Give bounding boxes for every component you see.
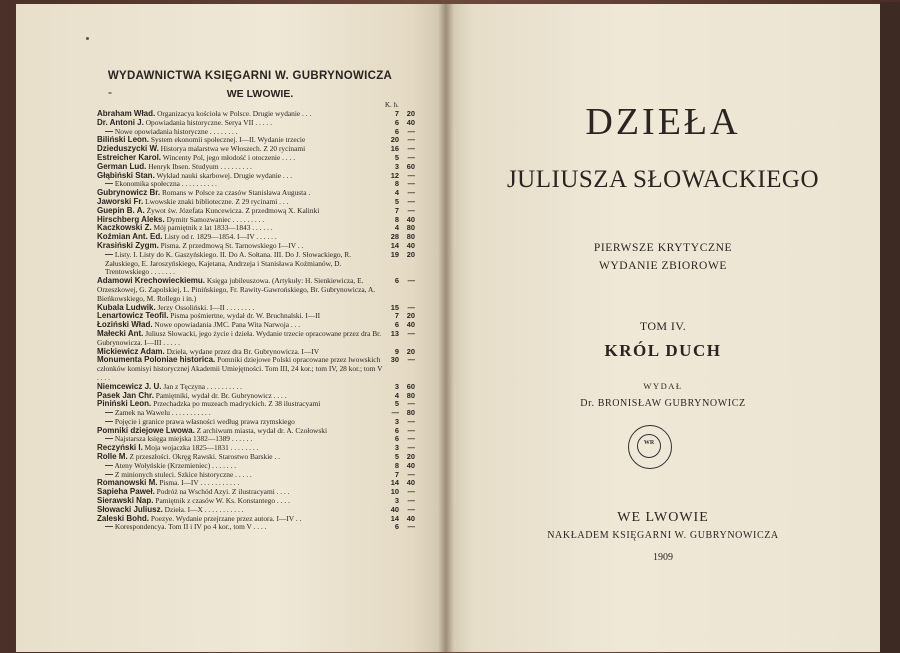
price-halerze: — [407, 399, 415, 409]
entry-text [97, 251, 383, 277]
price-halerze: 80 [406, 390, 415, 400]
catalogue-entry [97, 136, 415, 145]
price-korony: 9 [394, 346, 399, 356]
catalogue-entry [97, 110, 415, 119]
editor-name: Dr. BRONISŁAW GUBRYNOWICZ [580, 398, 746, 409]
entry-author: Dzieduszycki W. [97, 145, 159, 154]
price-halerze: 40 [406, 513, 415, 523]
price-korony: 6 [394, 276, 399, 286]
price-halerze: — [407, 469, 415, 479]
price-halerze: 40 [406, 240, 415, 250]
entry-description: Lwowskie znaki biblioteczne. Z 29 rycinami . . . [145, 197, 289, 206]
entry-description: Zamek na Wawelu . . . . . . . . . . . [114, 409, 211, 418]
price-korony: 10 [390, 487, 399, 497]
entry-description: Dymitr Samozwaniec . . . . . . . . . [166, 215, 265, 224]
price-korony: 3 [394, 443, 399, 453]
price-halerze: — [407, 196, 415, 206]
price-korony: 6 [394, 117, 399, 127]
price-korony: 3 [394, 496, 399, 506]
price-halerze: — [407, 425, 415, 435]
edition-line-2: WYDANIE ZBIOROWE [598, 260, 728, 272]
price-halerze: 80 [406, 232, 415, 242]
edition-line-1: PIERWSZE KRYTYCZNE [593, 242, 733, 254]
publication-place: WE LWOWIE [617, 510, 709, 525]
price-halerze: 40 [406, 320, 415, 330]
price-korony: 6 [394, 126, 399, 136]
price-halerze: — [407, 504, 415, 514]
entry-author: Małecki Ant. [97, 329, 144, 338]
entry-description: Ateny Wołyńskie (Krzemieniec) . . . . . . . [114, 461, 237, 470]
entry-author: Reczyński I. [97, 444, 143, 453]
entry-description: Listy. I. Listy do K. Gaszyńskiego. II. Do A. Sołtana. III. Do J. Słowackiego, R. Załuskiego, E. Jaroszyńskiego, Kajetana, Andrzeja i Stanisława Koźmianów, D. Trentowskiego . . . . . . . [105, 250, 352, 277]
work-title: KRÓL DUCH [604, 341, 722, 360]
entry-author: Łoziński Wład. [97, 321, 153, 330]
entry-author: Mickiewicz Adam. [97, 347, 165, 356]
price-korony: 6 [394, 425, 399, 435]
price-halerze: — [407, 135, 415, 145]
price-korony: 14 [390, 513, 399, 523]
catalogue-entry [97, 427, 415, 436]
entry-author: Estreicher Karol. [97, 153, 162, 162]
entry-text [97, 242, 383, 251]
entry-author: Gubrynowicz Br. [97, 189, 161, 198]
entry-text [97, 462, 383, 471]
price-halerze: — [407, 188, 415, 198]
entry-text [97, 497, 383, 506]
entry-author: Słowacki Juliusz. [97, 505, 163, 514]
entry-description: Jan z Tęczyna . . . . . . . . . . [163, 382, 243, 391]
entry-author: — [105, 127, 113, 136]
entry-author: Rolle M. [97, 453, 128, 462]
price-korony: 20 [390, 135, 399, 145]
price-korony: 7 [394, 469, 399, 479]
entry-text [97, 409, 383, 418]
entry-author: — [105, 250, 113, 259]
price-halerze: 20 [406, 452, 415, 462]
price-korony: 30 [390, 355, 399, 365]
entry-author: German Lud. [97, 162, 147, 171]
entry-author: Biliński Leon. [97, 136, 150, 145]
entry-description: Najstarsza księga miejska 1382—1389 . . . . . . [114, 435, 253, 444]
price-korony: 4 [394, 390, 399, 400]
entry-description: Juliusz Słowacki, jego życie i dzieła. Wydanie trzecie opracowane przez dra Br. Gubrynowicza. I—III . . . . . [97, 329, 382, 347]
entry-text [97, 444, 383, 453]
price-korony: 8 [394, 214, 399, 224]
catalogue-entry [97, 435, 415, 444]
entry-description: Dzieła. I—X . . . . . . . . . . . [164, 505, 244, 514]
catalogue-entry [97, 145, 415, 154]
entry-description: Księga jubileuszowa. (Artykuły: H. Sienkiewicza, E. Orzeszkowej, G. Zapolskiej, L. Pinińskiego, Fr. Rawity-Gawrońskiego, Br. Gubrynowicza, A. Bieńkowskiego, M. Rollego i in.) [97, 277, 376, 303]
entry-text [97, 515, 383, 524]
entry-author: — [105, 417, 113, 426]
catalogue-entry [97, 154, 415, 163]
price-korony: 7 [394, 109, 399, 118]
entry-author: Pasek Jan Chr. [97, 391, 154, 400]
entry-description: Pojęcie i granice prawa własności według prawa rzymskiego [114, 417, 295, 426]
catalogue-entry [97, 497, 415, 506]
entry-author: Niemcewicz J. U. [97, 382, 162, 391]
catalogue-entry [97, 400, 415, 409]
entry-text [97, 233, 383, 242]
entry-author: Monumenta Poloniae historica. [97, 356, 216, 365]
header-dash: - [108, 85, 112, 99]
entry-text [97, 418, 383, 427]
entry-description: Pisma. I—IV . . . . . . . . . . . [159, 479, 240, 488]
entry-text [97, 392, 383, 401]
entry-text [97, 479, 383, 488]
entry-text [97, 435, 383, 444]
entry-author: Krasiński Zygm. [97, 241, 159, 250]
catalogue-entry [97, 321, 415, 330]
entry-text [97, 348, 383, 357]
publisher-list-subheader: WE LWOWIE. [226, 88, 294, 100]
price-korony: 15 [390, 302, 399, 312]
price-korony: 6 [394, 320, 399, 330]
entry-author: — [105, 470, 113, 479]
price-korony: 8 [394, 460, 399, 470]
price-halerze: — [407, 443, 415, 453]
price-korony: 40 [390, 504, 399, 514]
entry-text [97, 471, 383, 480]
entry-text [97, 207, 383, 216]
catalogue-entry [97, 523, 415, 532]
catalogue-entry [97, 409, 415, 418]
entry-description: Pomniki dziejowe Polski opracowane przez lwowskich członków komisyi historycznej Akademii Umiejętności. Tom III, 24 kor.; tom IV, 28 kor.; tom V . . . . [97, 356, 383, 382]
price-halerze: — [407, 205, 415, 215]
price-halerze: 40 [406, 214, 415, 224]
price-korony: 5 [394, 452, 399, 462]
entry-description: Nowe opowiadania JMC. Pana Wita Narwoja . . . [154, 321, 301, 330]
price-halerze: 40 [406, 460, 415, 470]
entry-description: Henryk Ibsen. Studyum . . . . . . . . . [148, 162, 252, 171]
entry-text [97, 128, 383, 137]
entry-text [97, 427, 383, 436]
price-halerze: 60 [406, 161, 415, 171]
entry-author: Romanowski M. [97, 479, 158, 488]
price-halerze: — [407, 302, 415, 312]
catalogue-entry [97, 444, 415, 453]
price-halerze: 20 [406, 109, 415, 118]
publisher-line: NAKŁADEM KSIĘGARNI W. GUBRYNOWICZA [547, 530, 779, 541]
entry-description: Poezye. Wydanie przejrzane przez autora. I—IV . . [150, 514, 302, 523]
price-halerze: 60 [406, 381, 415, 391]
catalogue-entry [97, 189, 415, 198]
entry-author: Dr. Antoni J. [97, 118, 144, 127]
entry-text [97, 400, 383, 409]
entry-description: Romans w Polsce za czasów Stanisława Augusta . [161, 189, 311, 198]
entry-description: Jerzy Ossoliński. I—II . . . . . . . . [157, 303, 255, 312]
price-halerze: — [407, 416, 415, 426]
entry-description: Wincenty Pol, jego młodość i otoczenie . . . . [162, 153, 296, 162]
entry-text [97, 321, 383, 330]
price-korony: 5 [394, 196, 399, 206]
entry-text [97, 172, 383, 181]
entry-description: Podróż na Wschód Azyi. Z ilustracyami . . . . [156, 488, 290, 497]
entry-description: Żywot św. Józefata Kuncewicza. Z przedmową X. Kalinki [146, 206, 320, 215]
price-halerze: 20 [406, 346, 415, 356]
entry-author: — [105, 523, 113, 532]
entry-description: Ekonomika społeczna . . . . . . . . . . [114, 180, 217, 189]
stamp-inner-ring [637, 434, 661, 458]
entry-text [97, 383, 383, 392]
entry-description: Opowiadania historyczne. Serya VII . . . . . [145, 118, 272, 127]
catalogue-entry [97, 383, 415, 392]
price-korony: 3 [394, 161, 399, 171]
entry-author: Hirschberg Aleks. [97, 215, 165, 224]
catalogue-entry [97, 172, 415, 181]
catalogue-entry [97, 356, 415, 382]
catalogue-entry [97, 163, 415, 172]
entry-description: Pisma pośmiertne, wydał dr. W. Bruchnalski. I—II [170, 312, 321, 321]
price-halerze: — [407, 496, 415, 506]
publication-year: 1909 [653, 552, 673, 563]
entry-author: Pomniki dziejowe Lwowa. [97, 426, 195, 435]
entry-description: Korespondencya. Tom II i IV po 4 kor., tom V . . . . [114, 523, 267, 532]
entry-text [97, 330, 383, 348]
catalogue-entry [97, 392, 415, 401]
price-halerze: — [407, 434, 415, 444]
price-korony: — [391, 408, 399, 418]
entry-text [97, 180, 383, 189]
price-korony: 3 [394, 416, 399, 426]
entry-author: Piniński Leon. [97, 400, 152, 409]
entry-description: System ekonomii społecznej. I—II. Wydanie trzecie [150, 136, 306, 145]
price-korony: 5 [394, 399, 399, 409]
entry-description: Przechadzka po muzeach madryckich. Z 38 ilustracyami [153, 400, 321, 409]
catalogue-entry [97, 251, 415, 277]
price-korony: 7 [394, 205, 399, 215]
catalogue-entry [97, 348, 415, 357]
price-korony: 14 [390, 478, 399, 488]
price-korony: 13 [390, 328, 399, 338]
price-korony: 4 [394, 188, 399, 198]
entry-author: Koźmian Ant. Ed. [97, 233, 163, 242]
price-korony: 28 [390, 232, 399, 242]
entry-author: Sierawski Nap. [97, 497, 154, 506]
price-korony: 8 [394, 179, 399, 189]
price-halerze: — [407, 152, 415, 162]
entry-description: Dzieła, wydane przez dra Br. Gubrynowicza. I—IV [166, 347, 320, 356]
entry-description: Pisma. Z przedmową St. Tarnowskiego I—IV . . [160, 241, 304, 250]
entry-author: — [105, 409, 113, 418]
entry-text [97, 312, 383, 321]
publisher-list-header: WYDAWNICTWA KSIĘGARNI W. GUBRYNOWICZA [107, 70, 393, 82]
price-korony: 14 [390, 240, 399, 250]
entry-description: Listy od r. 1829—1854. I—IV . . . . . . [164, 233, 277, 242]
catalogue-entry [97, 224, 415, 233]
price-halerze: — [407, 144, 415, 154]
entry-author: Kaczkowski Z. [97, 224, 152, 233]
entry-text [97, 506, 383, 515]
entry-description: Mój pamiętnik z lat 1833—1843 . . . . . . [153, 224, 273, 233]
entry-description: Organizacya kościoła w Polsce. Drugie wydanie . . . [157, 110, 312, 118]
price-halerze: — [407, 487, 415, 497]
catalogue-entry [97, 277, 415, 303]
catalogue-entry [97, 207, 415, 216]
entry-description: Z przeszłości. Okręg Rawski. Starostwo Barskie . . [129, 453, 280, 462]
price-halerze: — [407, 126, 415, 136]
price-halerze: 20 [406, 311, 415, 321]
page-mark [86, 37, 89, 40]
entry-author: — [105, 180, 113, 189]
entry-author: Zaleski Bohd. [97, 514, 150, 523]
catalogue-entry [97, 506, 415, 515]
entry-text [97, 304, 383, 313]
catalogue-entry [97, 119, 415, 128]
entry-text [97, 198, 383, 207]
price-halerze: — [407, 170, 415, 180]
entry-author: Jaworski Fr. [97, 197, 144, 206]
entry-author: — [105, 435, 113, 444]
catalogue-entry [97, 304, 415, 313]
entry-text [97, 136, 383, 145]
entry-text [97, 216, 383, 225]
entry-text [97, 453, 383, 462]
price-korony: 3 [394, 381, 399, 391]
catalogue-entry [97, 198, 415, 207]
price-korony: 4 [394, 223, 399, 233]
catalogue-entry [97, 330, 415, 348]
price-halerze: — [407, 328, 415, 338]
catalogue-entry [97, 479, 415, 488]
entry-author: Głąbiński Stan. [97, 171, 155, 180]
catalogue-entry [97, 242, 415, 251]
catalogue-entry [97, 462, 415, 471]
entry-text [97, 163, 383, 172]
price-korony: 5 [394, 152, 399, 162]
catalogue-list [97, 110, 415, 532]
catalogue-entry [97, 233, 415, 242]
entry-description: Nowe opowiadania historyczne . . . . . . . . [114, 127, 238, 136]
entry-author: Adamowi Krechowieckiemu. [97, 277, 206, 286]
entry-text [97, 110, 383, 119]
price-halerze: 40 [406, 478, 415, 488]
catalogue-entry [97, 515, 415, 524]
book-title: DZIEŁA [585, 101, 741, 143]
book-author: JULIUSZA SŁOWACKIEGO [506, 166, 820, 193]
library-stamp [628, 425, 672, 469]
price-halerze: — [407, 522, 415, 532]
catalogue-entry [97, 488, 415, 497]
price-halerze: 40 [406, 117, 415, 127]
entry-text [97, 119, 383, 128]
price-halerze: — [407, 179, 415, 189]
entry-author: Lenartowicz Teofil. [97, 312, 169, 321]
entry-text [97, 277, 383, 303]
catalogue-entry [97, 418, 415, 427]
price-korony: 16 [390, 144, 399, 154]
entry-description: Z archiwum miasta, wydał dr. A. Czołowski [196, 426, 327, 435]
entry-author: Sapieha Paweł. [97, 488, 155, 497]
catalogue-entry [97, 312, 415, 321]
entry-text [97, 224, 383, 233]
entry-description: Z minionych stuleci. Szkice historyczne . . . . . [114, 470, 252, 479]
volume-number: TOM IV. [639, 319, 687, 333]
entry-description: Moja wojaczka 1825—1831 . . . . . . . . [144, 444, 259, 453]
price-korony: 12 [390, 170, 399, 180]
price-korony: 19 [390, 249, 399, 259]
catalogue-entry [97, 128, 415, 137]
entry-author: — [105, 461, 113, 470]
price-halerze: 20 [406, 249, 415, 259]
edited-by-label: WYDAŁ [643, 381, 683, 391]
cover-right-edge [880, 2, 900, 653]
entry-description: Pamiętniki, wydał dr. Br. Gubrynowicz . . . . [155, 391, 287, 400]
stamp-monogram: WR [643, 440, 655, 446]
price-halerze: — [407, 276, 415, 286]
entry-description: Pamiętnik z czasów W. Ks. Konstantego . . . . [155, 497, 290, 506]
entry-text [97, 523, 383, 532]
price-korony: 6 [394, 522, 399, 532]
entry-text [97, 488, 383, 497]
price-halerze: 80 [406, 408, 415, 418]
catalogue-entry [97, 471, 415, 480]
catalogue-entry [97, 453, 415, 462]
entry-description: Historya malarstwa we Włoszech. Z 20 rycinami [160, 145, 306, 154]
price-halerze: — [407, 355, 415, 365]
price-column-header: K. h. [385, 101, 399, 109]
price-korony: 6 [394, 434, 399, 444]
entry-description: Wykład nauki skarbowej. Drugie wydanie . . . [156, 171, 293, 180]
catalogue-entry [97, 180, 415, 189]
entry-author: Abraham Wład. [97, 110, 156, 118]
entry-text [97, 145, 383, 154]
price-korony: 7 [394, 311, 399, 321]
entry-text [97, 189, 383, 198]
entry-text [97, 154, 383, 163]
entry-text [97, 356, 383, 382]
price-halerze: 80 [406, 223, 415, 233]
entry-author: Kubala Ludwik. [97, 303, 156, 312]
entry-author: Guepin B. A. [97, 206, 145, 215]
catalogue-entry [97, 216, 415, 225]
